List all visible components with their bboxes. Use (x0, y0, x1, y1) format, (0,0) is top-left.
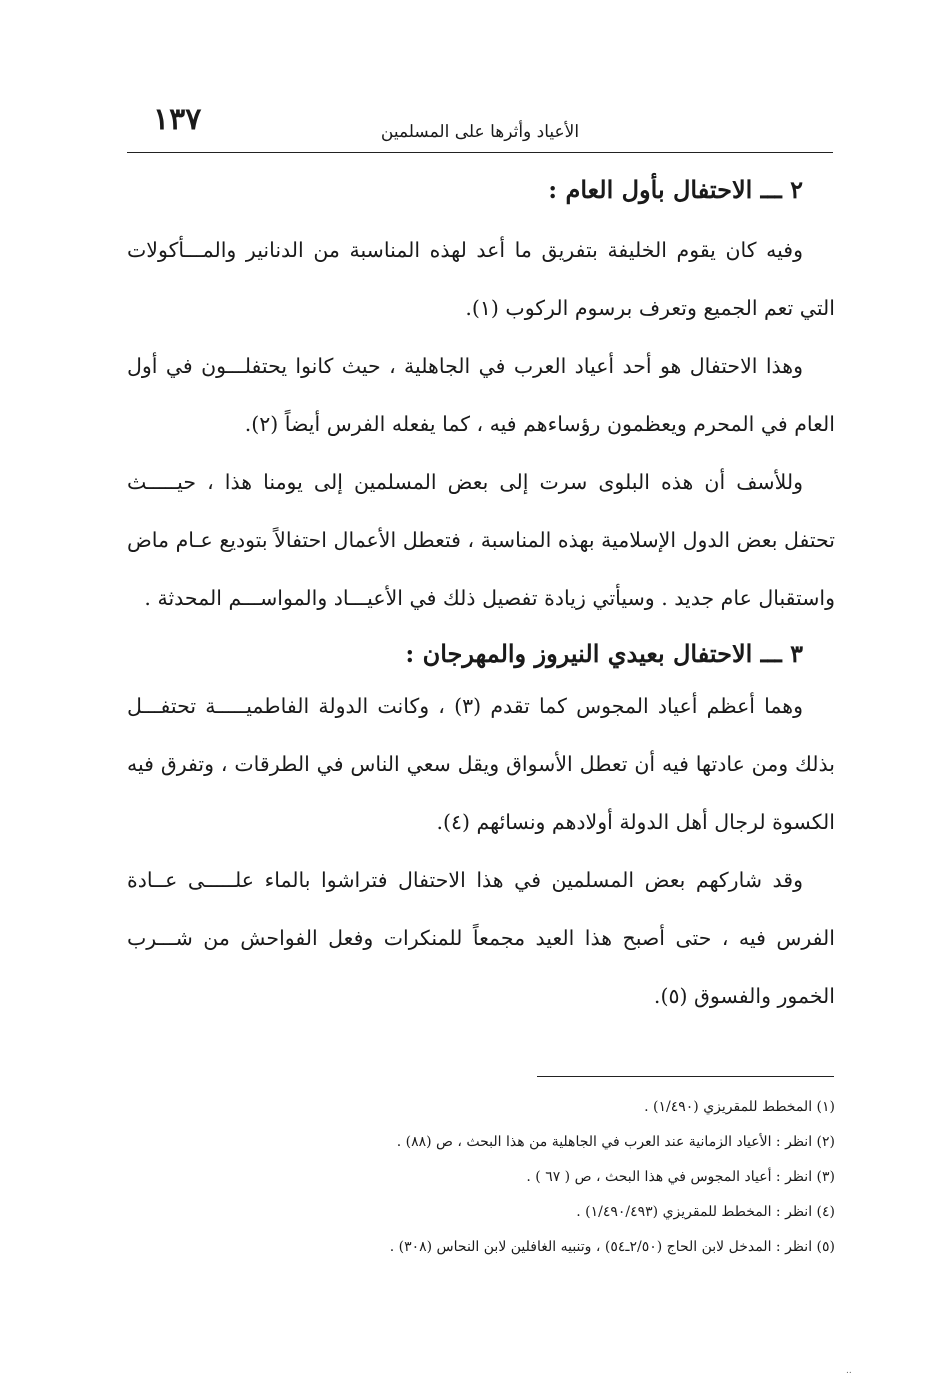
page-number: ١٣٧ (153, 102, 202, 137)
footnote: (٣) انظر : أعياد المجوس في هذا البحث ، ص ( ٦٧ ) . (526, 1169, 835, 1185)
footnote: (٥) انظر : المدخل لابن الحاج (٢/٥٠ـ٥٤) ، وتنبيه الغافلين لابن النحاس (٣٠٨) . (389, 1239, 835, 1255)
paragraph: وقد شاركهم بعض المسلمين في هذا الاحتفال فتراشوا بالماء علـــــى عــادة الفرس فيه ، حتى أصبح هذا العيد مجمعاً للمنكرات وفعل الفواحش من شـــرب الخمور والفسوق (٥). (127, 868, 835, 1008)
footnotes (130, 1090, 835, 1265)
running-title: الأعياد وأثرها على المسلمين (380, 122, 580, 142)
page-body (127, 167, 835, 1025)
section-heading-nowruz-mihrajan: ٣ ـــ الاحتفال بعيدي النيروز والمهرجان : (405, 639, 803, 668)
paragraph: وهذا الاحتفال هو أحد أعياد العرب في الجاهلية ، حيث كانوا يحتفلـــون في أول العام في المحرم ويعظمون رؤساءهم فيه ، كما يفعله الفرس أيضاً (٢). (127, 354, 835, 436)
page-header (127, 100, 833, 153)
footnote: (٢) انظر : الأعياد الزمانية عند العرب في الجاهلية من هذا البحث ، ص (٨٨) . (396, 1134, 835, 1150)
paragraph: وفيه كان يقوم الخليفة بتفريق ما أعد لهذه المناسبة من الدنانير والمـــأكولات التي تعم الجميع وتعرف برسوم الركوب (١). (127, 238, 835, 320)
paragraph: وهما أعظم أعياد المجوس كما تقدم (٣) ، وكانت الدولة الفاطميـــــة تحتفـــل بذلك ومن عادتها فيه أن تعطل الأسواق ويقل سعي الناس في الطرقات ، وتفرق فيه الكسوة لرجال أهل الدولة أولادهم ونسائهم (٤). (127, 694, 835, 834)
footnote: (١) المخطط للمقريزي (١/٤٩٠) . (644, 1099, 835, 1115)
section-heading-new-year: ٢ ـــ الاحتفال بأول العام : (548, 175, 803, 204)
page-corner-mark: .. (846, 1366, 852, 1376)
footnote-separator (537, 1076, 834, 1077)
paragraph: وللأسف أن هذه البلوى سرت إلى بعض المسلمين إلى يومنا هذا ، حيـــــث تحتفل بعض الدول الإسلامية بهذه المناسبة ، فتعطل الأعمال احتفالاً بتوديع عـام ماض واستقبال عام جديد . وسيأتي زيادة تفصيل ذلك في الأعيـــاد والمواســـم المحدثة . (127, 470, 835, 610)
footnote: (٤) انظر : المخطط للمقريزي (١/٤٩٠/٤٩٣) . (576, 1204, 835, 1220)
